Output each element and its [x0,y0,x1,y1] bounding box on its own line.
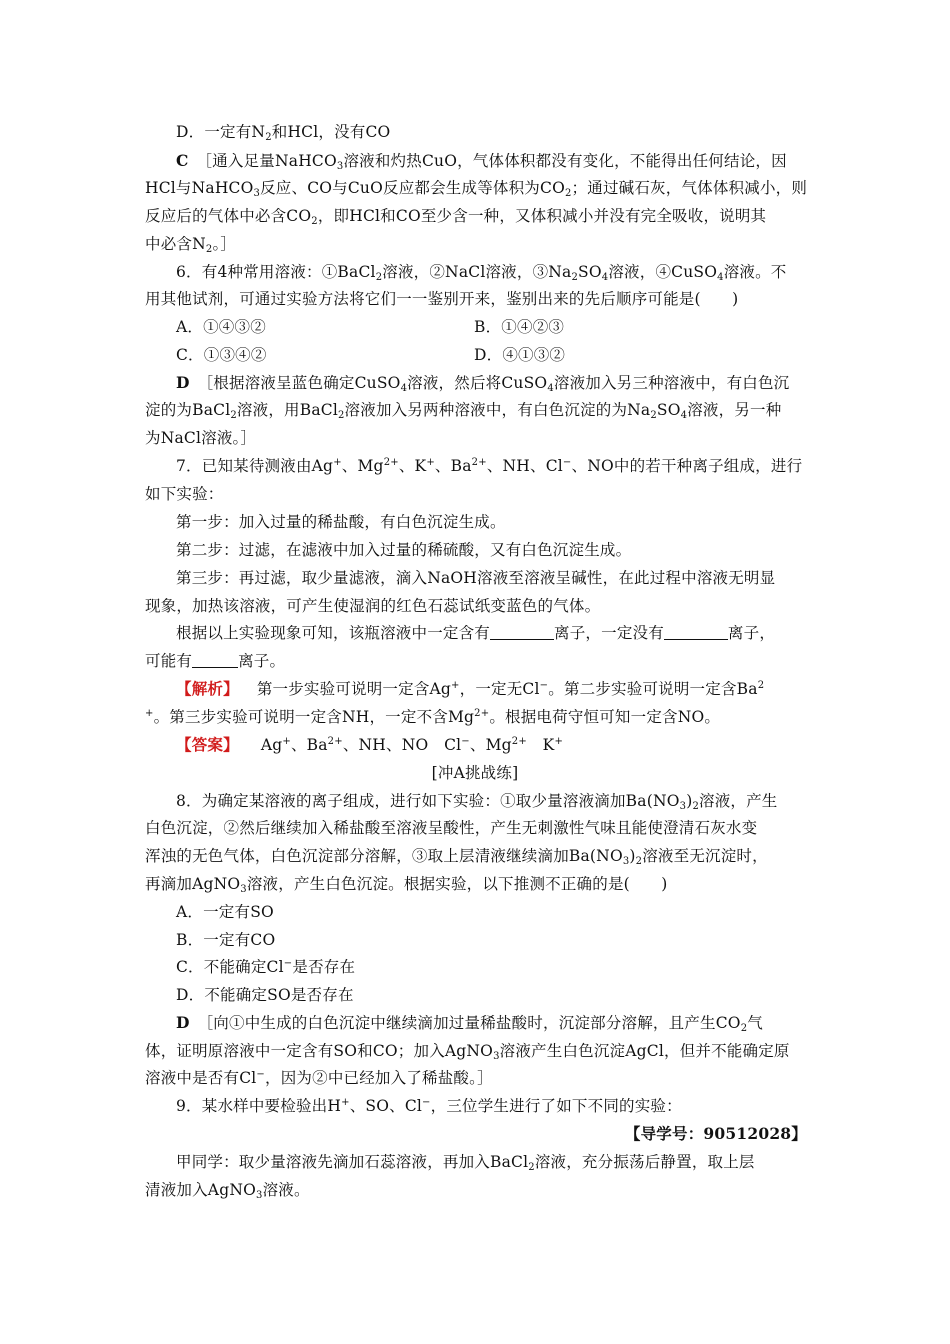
answer-blank[interactable] [192,653,238,668]
answer-letter: C [176,151,189,170]
section-title: [冲A挑战练] [431,764,519,782]
answer-blank[interactable] [664,625,728,640]
q6-answer-line2: 淀的为BaCl$_2$溶液，用BaCl$_2$溶液加入另两种溶液中，有白色沉淀的为$Na_2SO_4$溶液，另一种 [145,401,782,421]
q7-step2: 第二步：过滤，在滤液中加入过量的稀硫酸，又有白色沉淀生成。 [176,541,632,559]
answer-blank[interactable] [490,625,554,640]
q6-answer-line1: D ［根据溶液呈蓝色确定CuSO$_4$溶液，然后将CuSO$_4$溶液加入另三种溶液中，有白色沉 [176,373,790,394]
q6-option-d: D．④①③② [474,346,566,364]
q8-option-a: A．一定有SO [176,903,274,921]
q9-stem: 9．某水样中要检验出H+、SO、Cl−，三位学生进行了如下不同的实验： [176,1097,682,1115]
q7-question-line1: 根据以上实验现象可知，该瓶溶液中一定含有 离子，一定没有 离子， [176,624,776,642]
q8-stem-line4: 再滴加AgNO$_3$溶液，产生白色沉淀。根据实验，以下推测不正确的是( ) [145,875,668,895]
q7-stem-line2: 如下实验： [145,485,224,503]
q7-answer: 【答案】 Ag+、$Ba^{2+}$、NH、NO Cl−、$Mg^{2+}$ K+ [176,735,564,754]
q8-option-b: B．一定有CO [176,931,276,949]
q7-step1: 第一步：加入过量的稀盐酸，有白色沉淀生成。 [176,513,506,531]
q6-option-b: B．①④②③ [474,318,565,336]
q8-option-c: C．不能确定Cl−是否存在 [176,958,356,976]
q5-answer-line1: C ［通入足量NaHCO$_3$溶液和灼热CuO，气体体积都没有变化，不能得出任何结论，因 [176,151,787,172]
q5-answer-line3: 反应后的气体中必含$CO_2$，即HCl和CO至少含一种，又体积减小并没有完全吸收，说明其 [145,207,767,227]
q6-stem-line1: 6．有4种常用溶液：①BaCl$_2$溶液，②NaCl溶液，$③Na_2SO_4$溶液，④CuSO$_4$溶液。不 [176,263,787,283]
answer-label: 【答案】 [176,735,239,754]
q5-answer-line4: 中必含$N_2$。］ [145,235,237,255]
q8-answer-line3: 溶液中是否有Cl−，因为②中已经加入了稀盐酸。］ [145,1069,493,1087]
q8-option-d: D．不能确定SO是否存在 [176,986,354,1004]
q6-answer-line3: 为NaCl溶液。］ [145,429,257,447]
q6-option-a: A．①④③② [176,318,266,336]
q5-answer-line2: HCl与NaHCO$_3$反应、CO与CuO反应都会生成等体积为$CO_2$；通过碱石灰，气体体积减小，则 [145,179,808,199]
q8-stem-line3: 浑浊的无色气体，白色沉淀部分溶解，③取上层清液继续滴加$Ba(NO_3)_2$溶液至无沉淀时， [145,847,768,867]
q8-answer-line1: D ［向①中生成的白色沉淀中继续滴加过量稀盐酸时，沉淀部分溶解，且产生$CO_2$气 [176,1013,763,1034]
q7-question-line2: 可能有 离子。 [145,652,286,670]
q7-analysis-line2: +。第三步实验可说明一定含NH，一定不含$Mg^{2+}$。根据电荷守恒可知一定含NO。 [145,708,721,726]
q7-step3-line1: 第三步：再过滤，取少量滤液，滴入NaOH溶液至溶液呈碱性，在此过程中溶液无明显 [176,569,776,587]
analysis-label: 【解析】 [176,679,239,698]
q5-option-d: D．一定有$N_2$和HCl，没有CO [176,123,391,143]
q8-stem-line1: 8．为确定某溶液的离子组成，进行如下实验：①取少量溶液滴加$Ba(NO_3)_2$溶液，产生 [176,792,778,812]
q6-option-c: C．①③④② [176,346,267,364]
q6-stem-line2: 用其他试剂，可通过实验方法将它们一一鉴别开来，鉴别出来的先后顺序可能是( ) [145,290,739,308]
q9-jia-line1: 甲同学：取少量溶液先滴加石蕊溶液，再加入BaCl$_2$溶液，充分振荡后静置，取上层 [176,1153,755,1173]
q7-analysis-line1: 【解析】 第一步实验可说明一定含Ag+，一定无Cl−。第二步实验可说明一定含Ba$^2$ [176,679,765,698]
answer-letter: D [176,373,190,392]
q8-stem-line2: 白色沉淀，②然后继续加入稀盐酸至溶液呈酸性，产生无刺激性气味且能使澄清石灰水变 [145,819,758,837]
q8-answer-line2: 体，证明原溶液中一定含有SO和CO；加入AgNO$_3$溶液产生白色沉淀AgCl，但并不能确定原 [145,1042,790,1062]
q9-jia-line2: 清液加入AgNO$_3$溶液。 [145,1181,310,1201]
guide-number: 【导学号：90512028】 [624,1124,807,1143]
q7-step3-line2: 现象，加热该溶液，可产生使湿润的红色石蕊试纸变蓝色的气体。 [145,597,601,615]
answer-letter: D [176,1013,190,1032]
q7-stem-line1: 7．已知某待测液由Ag+、$Mg^{2+}$、K+、$Ba^{2+}$、NH、Cl−、NO中的若干种离子组成，进行 [176,457,803,475]
